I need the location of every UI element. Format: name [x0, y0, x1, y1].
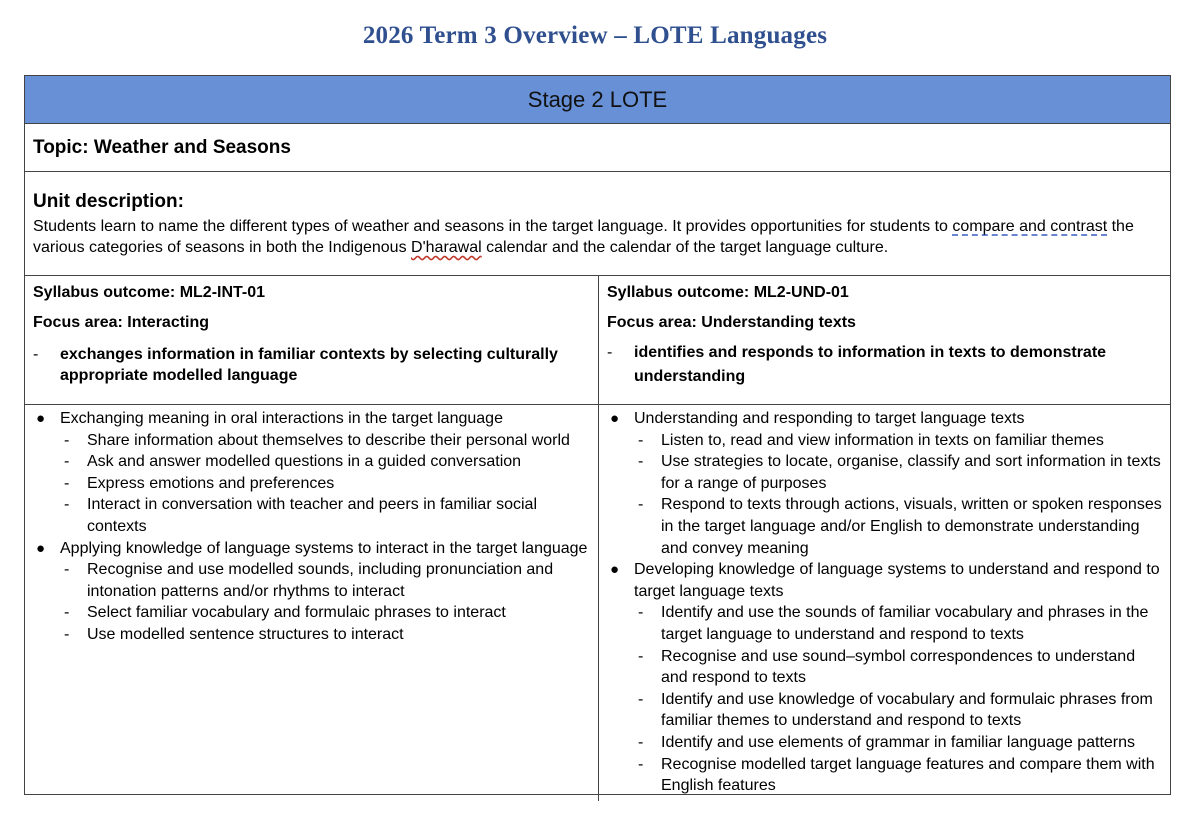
dash-mark: - [64, 431, 70, 449]
unit-heading: Unit description: [33, 191, 184, 212]
right-summary [607, 341, 1162, 389]
sub-item-text: Identify and use elements of grammar in familiar language patterns [661, 733, 1136, 751]
sub-item [634, 732, 1162, 754]
sub-item [60, 430, 590, 452]
dash-mark: - [638, 496, 644, 514]
sub-list [634, 602, 1162, 796]
sub-item-text: Identify and use knowledge of vocabulary and formulaic phrases from familiar themes to understand and respond to texts [661, 690, 1153, 730]
bullet-item [607, 559, 1162, 797]
dash-mark: - [638, 604, 644, 622]
sub-item [60, 624, 590, 646]
right-content [599, 405, 1170, 801]
dash-mark: - [64, 496, 70, 514]
sub-item-text: Ask and answer modelled questions in a guided conversation [87, 453, 522, 471]
overview-table [24, 75, 1171, 795]
sub-item-text: Recognise modelled target language features and compare them with English features [661, 755, 1155, 795]
bullet-item [33, 408, 590, 538]
sub-item-text: Express emotions and preferences [87, 474, 335, 492]
sub-item [634, 494, 1162, 559]
bullet-mark: ● [36, 539, 46, 557]
bullet-mark: ● [36, 410, 46, 427]
sub-item [60, 473, 590, 495]
dash-mark: - [64, 604, 70, 622]
sub-item-text: Recognise and use modelled sounds, including pronunciation and intonation patterns and/or rhythms to interact [87, 561, 554, 600]
sub-item-text: Recognise and use sound–symbol correspondences to understand and respond to texts [661, 647, 1136, 687]
dash-mark: - [638, 733, 644, 751]
sub-item [60, 559, 590, 602]
sub-item-text: Identify and use the sounds of familiar vocabulary and phrases in the target language to understand and respond to texts [661, 604, 1149, 643]
sub-item-text: Use modelled sentence structures to interact [87, 625, 404, 643]
sub-item-text: Use strategies to locate, organise, classify and sort information in texts for a range of purposes [661, 453, 1161, 492]
dash-mark: - [64, 474, 70, 492]
bullet-mark: ● [610, 410, 620, 427]
sub-list [60, 430, 590, 538]
left-content [25, 405, 598, 801]
sub-item [60, 451, 590, 473]
unit-text-dharawal: D'harawal [411, 239, 482, 256]
sub-list [634, 430, 1162, 560]
stage-header: Stage 2 LOTE [25, 76, 1170, 124]
unit-text-compare: compare and contrast [952, 218, 1108, 235]
unit-text-part: calendar and the calendar of the target language culture. [481, 239, 889, 256]
dash-mark: - [607, 344, 613, 361]
bullet-text: Exchanging meaning in oral interactions in the target language [60, 410, 503, 427]
bullet-text: Applying knowledge of language systems to interact in the target language [60, 539, 588, 557]
sub-item [60, 494, 590, 537]
unit-text-part: Students learn to name the different types of weather and seasons in the target language. It provides opportunities for students to [33, 218, 953, 235]
sub-item-text: Select familiar vocabulary and formulaic phrases to interact [87, 604, 506, 622]
unit-text [33, 216, 1162, 258]
dash-mark: - [638, 431, 644, 449]
bullet-text: Understanding and responding to target language texts [634, 410, 1025, 427]
sub-item-text: Share information about themselves to describe their personal world [87, 431, 570, 449]
sub-item [634, 754, 1162, 797]
sub-list [60, 559, 590, 645]
sub-item [60, 602, 590, 624]
sub-item [634, 430, 1162, 452]
dash-mark: - [638, 453, 644, 471]
document-title: 2026 Term 3 Overview – LOTE Languages [362, 22, 828, 49]
unit-description [25, 172, 1170, 276]
dash-mark: - [64, 453, 70, 471]
sub-item-text: Interact in conversation with teacher and peers in familiar social contexts [87, 496, 537, 535]
dash-mark: - [64, 561, 70, 579]
left-bullet-list [33, 408, 590, 646]
left-outcome: Syllabus outcome: ML2-INT-01 [33, 284, 266, 301]
right-outcome-header [599, 283, 1170, 405]
sub-item [634, 646, 1162, 689]
left-summary [33, 344, 590, 386]
bullet-mark: ● [610, 561, 620, 579]
dash-mark: - [638, 690, 644, 708]
dash-mark: - [33, 346, 39, 363]
sub-item-text: Listen to, read and view information in texts on familiar themes [661, 431, 1104, 449]
unit-text-part: the various categories of seasons in both the Indigenous [33, 218, 1134, 256]
bullet-text: Developing knowledge of language systems to understand and respond to target language texts [634, 561, 1160, 600]
dash-mark: - [638, 755, 644, 773]
left-outcome-header [25, 283, 598, 405]
sub-item [634, 451, 1162, 494]
topic-row: Topic: Weather and Seasons [25, 124, 1170, 172]
right-outcome: Syllabus outcome: ML2-UND-01 [607, 284, 849, 301]
sub-item [634, 689, 1162, 732]
sub-item-text: Respond to texts through actions, visuals, written or spoken responses in the target language and/or English to demonstrate understanding and convey meaning [661, 496, 1162, 557]
bullet-item [33, 538, 590, 646]
left-focus: Focus area: Interacting [33, 314, 210, 331]
right-summary-text: identifies and responds to information in texts to demonstrate understanding [634, 344, 1107, 385]
dash-mark: - [64, 625, 70, 643]
right-column [598, 276, 1170, 801]
right-focus: Focus area: Understanding texts [607, 314, 856, 331]
sub-item [634, 602, 1162, 645]
left-summary-text: exchanges information in familiar contexts by selecting culturally appropriate modelled language [60, 346, 558, 384]
right-bullet-list [607, 408, 1162, 797]
bullet-item [607, 408, 1162, 559]
left-column [25, 276, 598, 801]
dash-mark: - [638, 647, 644, 665]
